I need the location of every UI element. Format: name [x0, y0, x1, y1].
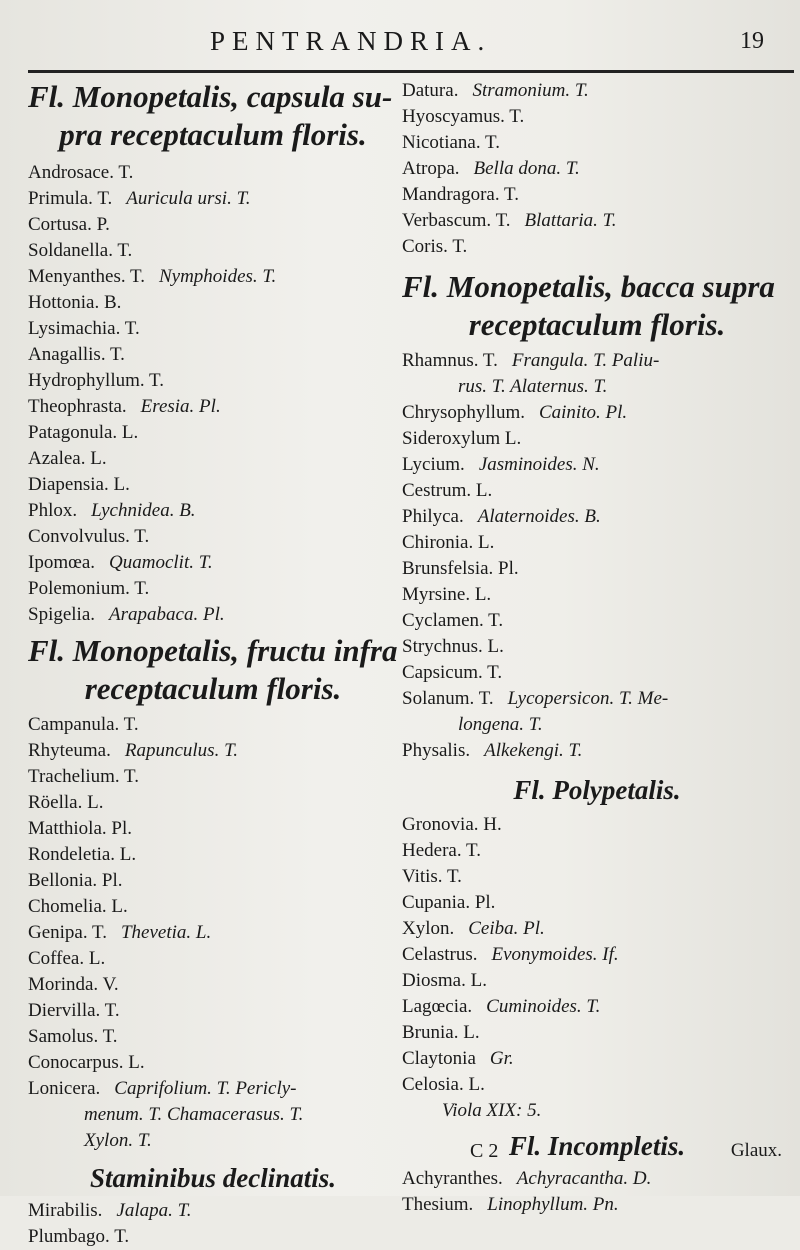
section-heading: Fl. Polypetalis.: [513, 775, 681, 805]
genus-list: [28, 712, 398, 1154]
list-item-continuation: rus. T. Alaternus. T.: [458, 376, 608, 397]
section-heading-cont: receptaculum floris.: [468, 307, 726, 342]
section-heading: Staminibus declinatis.: [89, 1163, 337, 1193]
running-head: PENTRANDRIA.: [210, 26, 492, 56]
list-item: Hydrophyllum. T.: [28, 370, 164, 391]
list-item: Cupania. Pl.: [402, 892, 496, 913]
section-heading: Fl. Monopetalis, capsula su-: [28, 79, 393, 114]
genus-list: [402, 348, 792, 764]
section-heading: Fl. Incompletis.: [508, 1131, 686, 1161]
list-item: Capsicum. T.: [402, 662, 503, 683]
list-item: Diosma. L.: [402, 970, 487, 991]
list-item: Chomelia. L.: [28, 896, 128, 917]
list-item: Lagœcia. Cuminoides. T.: [402, 996, 601, 1017]
list-item: Diapensia. L.: [28, 474, 130, 495]
list-item: Sideroxylum L.: [402, 428, 522, 449]
list-item: Chrysophyllum. Cainito. Pl.: [402, 402, 628, 423]
list-item: Ipomœa. Quamoclit. T.: [28, 552, 213, 573]
list-item: Gronovia. H.: [402, 814, 502, 835]
list-item: Hedera. T.: [402, 840, 481, 861]
list-item: Trachelium. T.: [28, 766, 140, 787]
list-item: Anagallis. T.: [28, 344, 125, 365]
header-rule: [28, 70, 794, 73]
list-item: Menyanthes. T. Nymphoides. T.: [28, 266, 277, 287]
page-number: 19: [740, 28, 764, 54]
list-item: Phlox. Lychnidea. B.: [28, 500, 196, 521]
list-item: Convolvulus. T.: [28, 526, 150, 547]
list-item: Spigelia. Arapabaca. Pl.: [28, 604, 225, 625]
list-item: Rondeletia. L.: [28, 844, 137, 865]
list-item: Androsace. T.: [28, 162, 134, 183]
list-item: Rhamnus. T. Frangula. T. Paliu-: [402, 350, 660, 371]
list-item: Coris. T.: [402, 236, 468, 257]
list-item: Azalea. L.: [28, 448, 107, 469]
list-item-continuation: longena. T.: [458, 714, 543, 735]
catchword: Glaux.: [730, 1140, 782, 1161]
list-item: Hyoscyamus. T.: [402, 106, 525, 127]
genus-list: [402, 1166, 792, 1218]
genus-list: [28, 1198, 398, 1250]
list-item: Nicotiana. T.: [402, 132, 500, 153]
list-item: Lysimachia. T.: [28, 318, 140, 339]
list-item: Conocarpus. L.: [28, 1052, 145, 1073]
list-item: Achyranthes. Achyracantha. D.: [402, 1168, 652, 1189]
list-item: Cyclamen. T.: [402, 610, 504, 631]
list-item: Brunia. L.: [402, 1022, 480, 1043]
list-item: Diervilla. T.: [28, 1000, 120, 1021]
list-item: Röella. L.: [28, 792, 104, 813]
genus-list: [402, 78, 792, 260]
list-item: Atropa. Bella dona. T.: [402, 158, 580, 179]
list-item: Celastrus. Evonymoides. If.: [402, 944, 619, 965]
list-item: Brunsfelsia. Pl.: [402, 558, 519, 579]
list-item-continuation: menum. T. Chamacerasus. T.: [84, 1104, 304, 1125]
page-header: [0, 22, 800, 62]
list-item: Claytonia Gr.: [402, 1048, 514, 1069]
list-item: Cortusa. P.: [28, 214, 110, 235]
section-heading: Fl. Monopetalis, fructu infra: [28, 633, 398, 668]
right-column: [402, 78, 792, 1218]
list-item-note: Viola XIX: 5.: [442, 1100, 542, 1121]
list-item: Morinda. V.: [28, 974, 119, 995]
left-column: [28, 78, 398, 1250]
list-item: Coffea. L.: [28, 948, 106, 969]
list-item: Datura. Stramonium. T.: [402, 80, 589, 101]
list-item: Theophrasta. Eresia. Pl.: [28, 396, 221, 417]
list-item: Myrsine. L.: [402, 584, 492, 605]
list-item: Primula. T. Auricula ursi. T.: [28, 188, 251, 209]
list-item: Lonicera. Caprifolium. T. Pericly-: [28, 1078, 297, 1099]
signature-mark: C 2: [470, 1140, 499, 1162]
genus-list: [28, 160, 398, 628]
list-item: Mirabilis. Jalapa. T.: [28, 1200, 192, 1221]
list-item: Rhyteuma. Rapunculus. T.: [28, 740, 238, 761]
list-item: Patagonula. L.: [28, 422, 139, 443]
list-item: Soldanella. T.: [28, 240, 133, 261]
section-heading-cont: receptaculum floris.: [84, 671, 342, 706]
list-item: Samolus. T.: [28, 1026, 118, 1047]
list-item: Vitis. T.: [402, 866, 462, 887]
list-item: Verbascum. T. Blattaria. T.: [402, 210, 617, 231]
list-item: Xylon. Ceiba. Pl.: [402, 918, 545, 939]
list-item: Solanum. T. Lycopersicon. T. Me-: [402, 688, 669, 709]
list-item: Strychnus. L.: [402, 636, 504, 657]
list-item: Lycium. Jasminoides. N.: [402, 454, 600, 475]
section-heading: Fl. Monopetalis, bacca supra: [402, 269, 775, 304]
list-item: Genipa. T. Thevetia. L.: [28, 922, 212, 943]
list-item: Cestrum. L.: [402, 480, 493, 501]
page-footer: [0, 1140, 800, 1170]
section-heading-cont: pra receptaculum floris.: [59, 117, 367, 152]
list-item: Mandragora. T.: [402, 184, 519, 205]
list-item: Campanula. T.: [28, 714, 139, 735]
list-item: Hottonia. B.: [28, 292, 122, 313]
list-item: Physalis. Alkekengi. T.: [402, 740, 583, 761]
list-item: Chironia. L.: [402, 532, 495, 553]
list-item: Thesium. Linophyllum. Pn.: [402, 1194, 619, 1215]
list-item-continuation: Xylon. T.: [84, 1130, 152, 1151]
list-item: Celosia. L.: [402, 1074, 485, 1095]
genus-list: [402, 812, 792, 1124]
list-item: Polemonium. T.: [28, 578, 150, 599]
list-item: Bellonia. Pl.: [28, 870, 123, 891]
list-item: Plumbago. T.: [28, 1226, 130, 1247]
list-item: Philyca. Alaternoides. B.: [402, 506, 601, 527]
list-item: Matthiola. Pl.: [28, 818, 132, 839]
